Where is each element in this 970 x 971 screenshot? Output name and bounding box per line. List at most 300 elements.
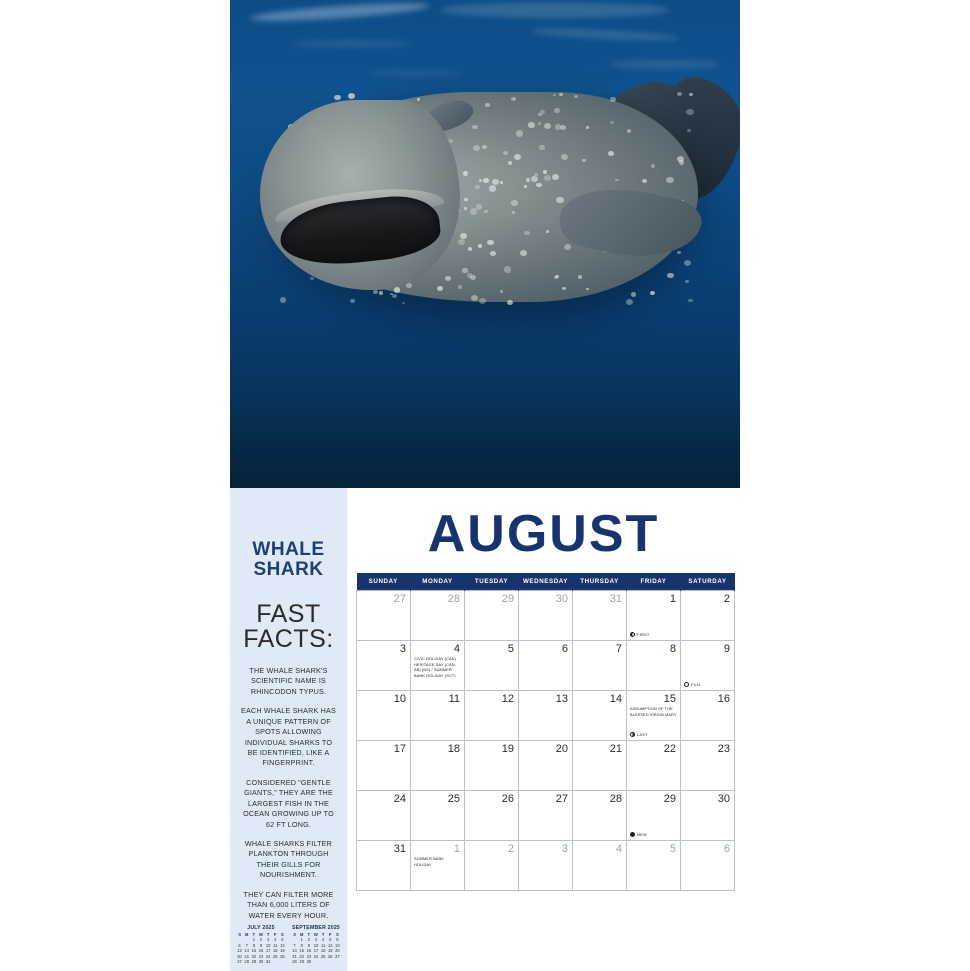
shark-spot xyxy=(554,108,559,113)
day-number: 25 xyxy=(447,793,460,805)
mini-day-cell xyxy=(334,959,341,965)
mini-day-cell: 26 xyxy=(280,953,285,959)
day-number: 16 xyxy=(717,693,730,705)
mini-day-cell: 24 xyxy=(265,953,271,959)
shark-spot xyxy=(554,276,558,279)
mini-day-cell: 26 xyxy=(327,953,333,959)
calendar-day-cell[interactable] xyxy=(519,791,573,841)
calendar-day-cell[interactable] xyxy=(573,641,627,691)
mini-day-cell: 1 xyxy=(252,937,255,943)
day-number: 6 xyxy=(561,643,568,655)
weekday-header-thursday: THURSDAY xyxy=(573,573,627,591)
shark-spot xyxy=(514,154,521,160)
water-ripple-icon xyxy=(290,40,410,47)
calendar-day-cell[interactable] xyxy=(465,841,519,891)
calendar-day-cell[interactable] xyxy=(681,741,735,791)
mini-weekday-header: T xyxy=(321,931,325,937)
calendar-day-cell[interactable] xyxy=(357,791,411,841)
shark-spot xyxy=(472,125,477,130)
month-title: AUGUST xyxy=(427,505,660,563)
shark-spot xyxy=(689,93,692,96)
calendar-grid-wrapper xyxy=(356,573,735,891)
shark-spot xyxy=(392,294,397,298)
shark-spot xyxy=(666,177,673,183)
mini-day-cell: 25 xyxy=(272,953,278,959)
day-number: 29 xyxy=(501,593,514,605)
mini-day-cell: 20 xyxy=(237,953,242,959)
mini-day-cell: 3 xyxy=(266,937,270,943)
day-number: 1 xyxy=(453,843,460,855)
fact-item: EACH WHALE SHARK HAS A UNIQUE PATTERN OF SPOTS ALLOWING INDIVIDUAL SHARKS TO BE IDENTIFIED, LIKE A FINGERPRINT. xyxy=(240,706,337,768)
calendar-day-cell[interactable] xyxy=(573,841,627,891)
shark-spot xyxy=(508,161,512,164)
shark-spot xyxy=(650,291,655,295)
mini-month-calendars xyxy=(236,925,341,965)
day-number: 31 xyxy=(609,593,622,605)
shark-spot xyxy=(464,198,467,201)
day-number: 15 xyxy=(663,693,676,705)
day-number: 6 xyxy=(723,843,730,855)
day-event-label: ASSUMPTION OF THE BLESSED VIRGIN MARY xyxy=(630,706,677,717)
fact-item: CONSIDERED “GENTLE GIANTS,” THEY ARE THE LARGEST FISH IN THE OCEAN GROWING UP TO 62 FT LONG. xyxy=(243,777,334,829)
day-number: 10 xyxy=(393,693,406,705)
shark-spot xyxy=(464,207,467,210)
calendar-day-cell[interactable] xyxy=(681,791,735,841)
shark-spot xyxy=(334,95,341,101)
fact-item: THEY CAN FILTER MORE THAN 6,000 LITERS OF WATER EVERY HOUR. xyxy=(243,889,334,920)
mini-day-cell: 3 xyxy=(314,937,318,943)
shark-spot xyxy=(437,286,444,292)
calendar-day-cell[interactable] xyxy=(357,591,411,641)
day-number: 5 xyxy=(507,643,514,655)
shark-spot xyxy=(417,98,420,101)
day-number: 13 xyxy=(555,693,568,705)
weekday-header-monday: MONDAY xyxy=(411,573,465,591)
calendar-day-cell[interactable] xyxy=(465,791,519,841)
mini-day-cell: 16 xyxy=(306,948,312,954)
calendar-day-cell[interactable] xyxy=(519,691,573,741)
mini-day-cell: 2 xyxy=(259,937,263,943)
mini-day-cell: 31 xyxy=(265,959,271,965)
mini-day-cell: 10 xyxy=(265,942,271,948)
shark-spot xyxy=(458,239,465,245)
calendar-day-cell[interactable] xyxy=(627,741,681,791)
shark-spot xyxy=(379,291,383,295)
shark-spot xyxy=(610,121,614,124)
day-number: 8 xyxy=(669,643,676,655)
calendar-day-cell[interactable] xyxy=(627,791,681,841)
moon-phase-label: NEW xyxy=(637,832,647,837)
mini-day-cell: 11 xyxy=(273,942,278,948)
mini-day-cell: 13 xyxy=(237,948,242,954)
calendar-day-cell[interactable] xyxy=(411,741,465,791)
weekday-header-row xyxy=(357,573,735,591)
calendar-day-cell[interactable] xyxy=(573,691,627,741)
shark-spot xyxy=(546,230,550,233)
shark-spot xyxy=(610,97,615,102)
mini-day-cell: 30 xyxy=(258,959,264,965)
shark-spot xyxy=(631,292,636,296)
day-number: 21 xyxy=(609,743,622,755)
day-number: 30 xyxy=(717,793,730,805)
calendar-week-row xyxy=(357,741,735,791)
deep-water-gradient xyxy=(230,398,740,488)
mini-week-row xyxy=(291,959,341,965)
calendar-day-cell[interactable] xyxy=(681,841,735,891)
calendar-day-cell[interactable] xyxy=(519,741,573,791)
shark-spot xyxy=(538,122,541,125)
mini-day-cell: 29 xyxy=(299,959,304,965)
day-number: 2 xyxy=(723,593,730,605)
moon-phase-indicator xyxy=(684,682,702,687)
calendar-day-cell[interactable] xyxy=(519,641,573,691)
calendar-day-cell[interactable] xyxy=(411,591,465,641)
mini-day-cell: 15 xyxy=(299,948,304,954)
moon-phase-indicator xyxy=(630,732,648,737)
mini-weekday-header: T xyxy=(307,931,311,937)
mini-day-cell: 12 xyxy=(280,942,285,948)
shark-spot xyxy=(524,185,527,188)
mini-day-cell xyxy=(320,959,327,965)
mini-day-cell: 21 xyxy=(244,953,249,959)
weekday-header-saturday: SATURDAY xyxy=(681,573,735,591)
shark-spot xyxy=(538,113,541,116)
shark-spot xyxy=(479,179,482,182)
weekday-header-sunday: SUNDAY xyxy=(357,573,411,591)
shark-spot xyxy=(507,300,513,305)
day-number: 3 xyxy=(399,643,406,655)
mini-day-cell: 11 xyxy=(321,942,326,948)
shark-spot xyxy=(445,276,452,282)
calendar-day-cell[interactable] xyxy=(465,691,519,741)
calendar-day-cell[interactable] xyxy=(627,841,681,891)
mini-day-cell: 5 xyxy=(281,937,284,943)
shark-spot xyxy=(512,211,516,214)
day-number: 12 xyxy=(501,693,514,705)
mini-day-cell: 25 xyxy=(320,953,326,959)
shark-spot xyxy=(552,174,559,180)
shark-spot xyxy=(476,204,482,209)
calendar-day-cell[interactable] xyxy=(465,741,519,791)
shark-spot xyxy=(489,185,496,191)
month-calendar xyxy=(347,488,740,971)
calendar-day-cell[interactable] xyxy=(573,591,627,641)
mini-weekday-header: S xyxy=(336,931,339,937)
mini-day-cell: 27 xyxy=(237,959,242,965)
calendar-day-cell[interactable] xyxy=(573,741,627,791)
mini-month-title: JULY 2025 xyxy=(247,924,275,931)
mini-weekday-header: W xyxy=(259,931,263,937)
shark-spot xyxy=(458,285,462,288)
calendar-day-cell[interactable] xyxy=(465,591,519,641)
shark-spot xyxy=(483,178,488,183)
shark-spot xyxy=(615,179,618,182)
shark-spot xyxy=(462,268,467,272)
mini-month-title: SEPTEMBER 2025 xyxy=(291,924,341,931)
shark-spot xyxy=(684,260,692,267)
shark-spot xyxy=(467,273,472,277)
calendar-week-row xyxy=(357,591,735,641)
shark-spot xyxy=(626,299,633,305)
shark-spot xyxy=(511,200,518,206)
fast-facts-panel xyxy=(230,488,347,971)
day-number: 28 xyxy=(609,793,622,805)
day-number: 4 xyxy=(453,643,460,655)
mini-weekday-header: M xyxy=(300,931,304,937)
moon-phase-icon xyxy=(630,632,635,637)
shark-spot xyxy=(543,170,547,174)
shark-spot xyxy=(485,103,489,107)
day-number: 22 xyxy=(663,743,676,755)
calendar-day-cell[interactable] xyxy=(519,591,573,641)
weekday-header-friday: FRIDAY xyxy=(627,573,681,591)
day-number: 28 xyxy=(447,593,460,605)
calendar-day-cell[interactable] xyxy=(519,841,573,891)
shark-spot xyxy=(463,171,469,176)
calendar-day-cell[interactable] xyxy=(411,641,465,691)
mini-day-cell: 22 xyxy=(251,953,257,959)
calendar-day-cell[interactable] xyxy=(681,641,735,691)
calendar-day-cell[interactable] xyxy=(357,691,411,741)
mini-weekday-header: M xyxy=(245,931,249,937)
shark-spot xyxy=(561,154,568,160)
shark-spot xyxy=(608,151,614,156)
mini-month xyxy=(291,925,341,965)
water-ripple-icon xyxy=(250,0,430,24)
calendar-day-cell[interactable] xyxy=(573,791,627,841)
calendar-day-cell[interactable] xyxy=(627,641,681,691)
weekday-header-tuesday: TUESDAY xyxy=(465,573,519,591)
day-number: 31 xyxy=(393,843,406,855)
shark-spot xyxy=(677,251,680,254)
day-event-label: CIVIC HOLIDAY (CAN) HERITAGE DAY (CAN-AB) (NS) / SUMMER BANK HOLIDAY (SCT) xyxy=(414,656,457,678)
mini-day-cell: 7 xyxy=(245,942,248,948)
mini-day-cell: 18 xyxy=(272,948,278,954)
water-ripple-icon xyxy=(370,70,460,76)
shark-spot xyxy=(504,266,511,272)
day-number: 2 xyxy=(507,843,514,855)
mini-day-cell: 27 xyxy=(335,953,340,959)
shark-spot xyxy=(553,94,556,97)
mini-day-cell: 17 xyxy=(313,948,319,954)
shark-spot xyxy=(677,92,682,96)
calendar-day-cell[interactable] xyxy=(411,791,465,841)
calendar-day-cell[interactable] xyxy=(357,841,411,891)
calendar-day-cell[interactable] xyxy=(357,741,411,791)
fact-item: THE WHALE SHARK'S SCIENTIFIC NAME IS RHINCODON TYPUS. xyxy=(249,665,328,696)
shark-spot xyxy=(627,129,632,133)
fast-facts-heading-line2: FACTS: xyxy=(243,624,334,653)
mini-day-cell: 4 xyxy=(321,937,325,943)
moon-phase-label: LAST xyxy=(637,732,648,737)
mini-day-cell: 10 xyxy=(313,942,319,948)
mini-day-cell: 6 xyxy=(238,942,241,948)
shark-spot xyxy=(475,185,480,189)
shark-spot xyxy=(348,93,355,99)
moon-phase-icon xyxy=(630,732,635,737)
mini-day-cell: 16 xyxy=(258,948,264,954)
day-number: 11 xyxy=(448,693,460,705)
species-title-line2: SHARK xyxy=(253,558,324,580)
mini-day-cell: 23 xyxy=(258,953,264,959)
shark-spot xyxy=(524,231,529,236)
mini-day-cell: 7 xyxy=(293,942,296,948)
mini-day-cell: 8 xyxy=(252,942,255,948)
moon-phase-label: FIRST xyxy=(637,632,650,637)
shark-spot xyxy=(564,244,572,250)
shark-spot xyxy=(468,247,473,251)
shark-spot xyxy=(582,159,585,162)
day-number: 18 xyxy=(447,743,460,755)
day-number: 3 xyxy=(561,843,568,855)
mini-month xyxy=(236,925,286,965)
shark-spot xyxy=(531,176,538,182)
shark-spot xyxy=(511,97,516,101)
day-number: 14 xyxy=(609,693,622,705)
calendar-day-cell[interactable] xyxy=(627,691,681,741)
water-ripple-icon xyxy=(530,26,680,43)
mini-day-cell: 9 xyxy=(259,942,263,948)
mini-day-cell: 28 xyxy=(292,959,297,965)
day-number: 26 xyxy=(501,793,514,805)
shark-spot xyxy=(500,181,504,184)
mini-day-cell: 12 xyxy=(327,942,333,948)
shark-spot xyxy=(536,183,541,188)
calendar-week-row xyxy=(357,841,735,891)
calendar-day-cell[interactable] xyxy=(627,591,681,641)
shark-spot xyxy=(310,277,313,280)
moon-phase-indicator xyxy=(630,632,650,637)
shark-spot xyxy=(688,299,692,303)
shark-spot xyxy=(559,93,563,96)
mini-day-cell xyxy=(327,959,334,965)
day-number: 19 xyxy=(501,743,514,755)
shark-spot xyxy=(642,179,647,183)
shark-spot xyxy=(520,250,528,256)
day-number: 1 xyxy=(669,593,676,605)
shark-spot xyxy=(394,287,400,292)
shark-spot xyxy=(402,302,405,305)
mini-day-cell xyxy=(272,959,279,965)
shark-spot xyxy=(687,129,691,132)
fast-facts-heading-line1: FAST xyxy=(256,599,321,628)
shark-spot xyxy=(544,123,552,129)
mini-day-cell: 1 xyxy=(300,937,303,943)
moon-phase-indicator xyxy=(630,832,647,837)
shark-spot xyxy=(471,295,478,301)
shark-spot xyxy=(685,280,689,284)
shark-spot xyxy=(586,126,590,129)
calendar-day-cell[interactable] xyxy=(681,591,735,641)
calendar-grid xyxy=(356,573,735,891)
day-number: 7 xyxy=(615,643,622,655)
shark-spot xyxy=(686,109,693,115)
mini-day-cell: 28 xyxy=(244,959,249,965)
mini-day-cell: 18 xyxy=(320,948,326,954)
day-number: 29 xyxy=(663,793,676,805)
shark-spot xyxy=(490,251,496,256)
mini-day-cell: 20 xyxy=(335,948,340,954)
shark-spot xyxy=(280,297,286,302)
shark-spot xyxy=(586,288,589,291)
shark-spot xyxy=(487,240,494,246)
day-number: 9 xyxy=(723,643,730,655)
weekday-header-wednesday: WEDNESDAY xyxy=(519,573,573,591)
shark-spot xyxy=(473,145,480,151)
water-ripple-icon xyxy=(610,60,720,69)
calendar-day-cell[interactable] xyxy=(465,641,519,691)
mini-day-cell: 29 xyxy=(251,959,257,965)
mini-day-cell: 5 xyxy=(329,937,332,943)
mini-weekday-header: F xyxy=(329,931,332,937)
shark-spot xyxy=(479,298,487,304)
mini-day-cell: 17 xyxy=(265,948,271,954)
shark-spot xyxy=(534,173,537,176)
shark-spot xyxy=(562,287,566,290)
mini-day-cell: 19 xyxy=(280,948,285,954)
moon-phase-label: FULL xyxy=(691,682,702,687)
day-event-label: SUMMER BANK HOLIDAY xyxy=(414,856,445,867)
day-number: 23 xyxy=(717,743,730,755)
mini-weekday-header: S xyxy=(238,931,241,937)
day-number: 30 xyxy=(555,593,568,605)
mini-day-cell: 8 xyxy=(300,942,303,948)
calendar-day-cell[interactable] xyxy=(681,691,735,741)
mini-day-cell: 15 xyxy=(251,948,257,954)
mini-day-cell: 14 xyxy=(292,948,297,954)
shark-spot xyxy=(578,275,583,279)
shark-spot xyxy=(516,130,523,136)
shark-spot xyxy=(544,175,551,181)
calendar-day-cell[interactable] xyxy=(411,841,465,891)
water-ripple-icon xyxy=(440,2,670,18)
shark-spot xyxy=(500,290,503,293)
calendar-day-cell[interactable] xyxy=(357,641,411,691)
calendar-day-cell[interactable] xyxy=(411,691,465,741)
day-number: 27 xyxy=(393,593,406,605)
shark-spot xyxy=(478,244,482,248)
day-number: 4 xyxy=(615,843,622,855)
mini-day-cell: 9 xyxy=(307,942,310,948)
shark-spot xyxy=(651,164,655,168)
mini-weekday-header: S xyxy=(293,931,296,937)
mini-day-cell: 24 xyxy=(313,953,319,959)
calendar-body xyxy=(357,591,735,891)
mini-day-cell xyxy=(312,959,319,965)
day-number: 5 xyxy=(669,843,676,855)
day-number: 17 xyxy=(393,743,406,755)
mini-day-cell: 22 xyxy=(299,953,304,959)
day-number: 24 xyxy=(393,793,406,805)
mini-month-grid xyxy=(291,932,341,965)
shark-spot xyxy=(560,125,566,130)
moon-phase-icon xyxy=(684,682,689,687)
shark-spot xyxy=(667,273,674,279)
mini-weekday-header: S xyxy=(281,931,284,937)
mini-day-cell: 13 xyxy=(335,942,340,948)
mini-day-cell: 4 xyxy=(274,937,277,943)
mini-week-row xyxy=(236,959,286,965)
calendar-week-row xyxy=(357,691,735,741)
mini-day-cell: 21 xyxy=(292,953,297,959)
calendar-week-row xyxy=(357,641,735,691)
mini-day-cell: 19 xyxy=(327,948,333,954)
day-number: 27 xyxy=(555,793,568,805)
shark-spot xyxy=(528,122,534,127)
mini-day-cell: 6 xyxy=(336,937,339,943)
shark-spot xyxy=(677,156,684,162)
shark-spot xyxy=(373,290,378,294)
